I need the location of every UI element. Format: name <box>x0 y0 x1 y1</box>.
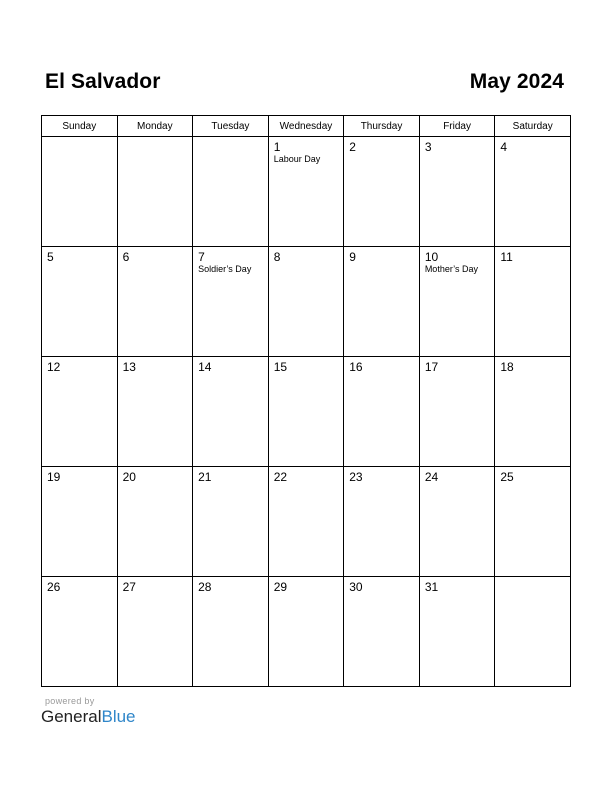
day-cell <box>117 137 193 247</box>
day-cell <box>419 357 495 467</box>
generalblue-logo <box>41 707 136 727</box>
day-cell <box>344 137 420 247</box>
day-cell <box>344 577 420 687</box>
footer-branding <box>41 696 136 727</box>
day-number: 19 <box>47 470 61 484</box>
week-row <box>42 357 571 467</box>
day-cell <box>117 357 193 467</box>
day-number: 13 <box>122 360 136 374</box>
day-number: 7 <box>198 250 205 264</box>
day-number: 23 <box>349 470 363 484</box>
day-cell <box>344 467 420 577</box>
day-number: 25 <box>500 470 514 484</box>
day-cell <box>42 247 118 357</box>
day-cell <box>193 467 269 577</box>
day-number: 24 <box>424 470 439 484</box>
day-number: 17 <box>424 360 439 374</box>
weekday-header: Tuesday <box>193 116 269 137</box>
day-number: 12 <box>47 360 61 374</box>
holiday-label: Soldier’s Day <box>198 264 252 274</box>
day-number: 11 <box>500 250 513 264</box>
day-number: 9 <box>349 250 356 264</box>
weekday-header: Thursday <box>344 116 420 137</box>
weekday-header: Sunday <box>42 116 118 137</box>
week-row <box>42 137 571 247</box>
day-cell <box>117 577 193 687</box>
day-cell <box>495 357 571 467</box>
day-number: 16 <box>349 360 363 374</box>
day-number: 8 <box>273 250 281 264</box>
weekday-header: Friday <box>419 116 495 137</box>
holiday-label: Mother’s Day <box>424 264 478 274</box>
day-cell <box>42 137 118 247</box>
day-number: 2 <box>349 140 356 154</box>
day-cell <box>268 467 344 577</box>
day-number: 3 <box>424 140 432 154</box>
day-number: 18 <box>500 360 514 374</box>
calendar-grid <box>41 115 571 687</box>
day-cell <box>193 577 269 687</box>
day-number: 10 <box>424 250 439 264</box>
day-number: 29 <box>273 580 288 594</box>
powered-by-text: powered by <box>45 696 95 706</box>
day-cell <box>193 137 269 247</box>
day-number: 1 <box>273 140 281 154</box>
month-year-title: May 2024 <box>469 70 564 93</box>
day-cell <box>117 247 193 357</box>
day-cell <box>268 357 344 467</box>
day-number: 14 <box>198 360 212 374</box>
day-cell <box>268 577 344 687</box>
country-title: El Salvador <box>45 70 161 93</box>
day-cell <box>495 467 571 577</box>
day-cell <box>495 247 571 357</box>
day-cell <box>419 247 495 357</box>
week-row <box>42 577 571 687</box>
day-cell <box>42 467 118 577</box>
day-cell <box>495 137 571 247</box>
brand-general: General <box>41 707 102 726</box>
day-cell <box>268 137 344 247</box>
weekday-header-row <box>42 116 571 137</box>
week-row <box>42 247 571 357</box>
day-number: 30 <box>349 580 363 594</box>
weekday-header: Monday <box>117 116 193 137</box>
brand-blue: Blue <box>101 707 136 726</box>
day-cell <box>193 247 269 357</box>
day-cell <box>268 247 344 357</box>
day-number: 6 <box>122 250 130 264</box>
day-number: 27 <box>122 580 136 594</box>
day-cell <box>344 357 420 467</box>
day-number: 26 <box>47 580 61 594</box>
day-number: 5 <box>47 250 54 264</box>
day-number: 21 <box>198 470 212 484</box>
day-cell <box>344 247 420 357</box>
holiday-label: Labour Day <box>273 154 321 164</box>
day-number: 4 <box>500 140 508 154</box>
day-cell <box>419 137 495 247</box>
day-cell <box>42 577 118 687</box>
day-number: 22 <box>273 470 288 484</box>
day-cell <box>419 577 495 687</box>
day-cell <box>193 357 269 467</box>
day-number: 15 <box>273 360 288 374</box>
week-row <box>42 467 571 577</box>
weekday-header: Wednesday <box>268 116 344 137</box>
day-cell <box>42 357 118 467</box>
day-number: 28 <box>198 580 212 594</box>
day-number: 20 <box>122 470 136 484</box>
weekday-header: Saturday <box>495 116 571 137</box>
day-cell <box>419 467 495 577</box>
day-cell <box>117 467 193 577</box>
day-number: 31 <box>424 580 439 594</box>
day-cell <box>495 577 571 687</box>
